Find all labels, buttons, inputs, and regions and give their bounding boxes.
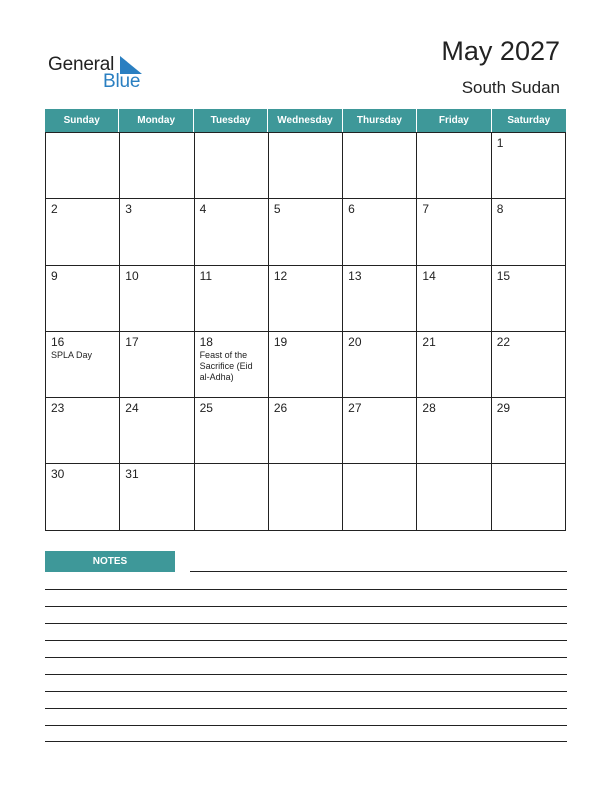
day-cell [195,266,269,332]
day-cell [343,133,417,199]
day-number: 10 [125,268,139,283]
day-cell [492,133,566,199]
day-cell [492,332,566,398]
day-number: 8 [496,202,504,217]
day-cell [195,199,269,265]
day-number: 6 [348,202,355,217]
day-number: 30 [51,467,65,482]
day-cell [343,332,417,398]
day-cell [195,398,269,464]
note-line [45,606,567,607]
day-cell [120,398,194,464]
day-number: 1 [496,136,504,150]
note-line [45,741,567,742]
day-cell [417,133,491,199]
day-number: 12 [273,268,288,283]
note-line [45,708,567,709]
day-cell [343,398,417,464]
day-cell [492,464,566,530]
day-cell [195,464,269,530]
day-number: 11 [199,268,213,283]
day-cell [120,332,194,398]
day-cell [120,133,194,199]
day-number: 28 [422,401,436,416]
day-cell [120,266,194,332]
note-line [45,589,567,590]
day-number: 27 [348,401,362,416]
day-number: 23 [51,401,65,416]
calendar-grid [45,132,566,531]
weekday-sunday: Sunday [45,109,119,132]
day-cell [269,464,343,530]
note-line [45,674,567,675]
day-cell [120,199,194,265]
note-line [45,725,567,726]
day-cell [46,332,120,398]
day-cell [46,266,120,332]
day-cell [417,199,491,265]
day-cell [269,133,343,199]
note-line [45,691,567,692]
day-cell [417,332,491,398]
note-line [45,623,567,624]
day-cell [417,464,491,530]
day-number: 19 [273,334,288,349]
day-cell [46,199,120,265]
note-line [190,571,567,572]
day-cell [46,464,120,530]
day-cell [195,332,269,398]
note-line [45,657,567,658]
day-number: 7 [422,202,430,217]
day-number: 31 [125,467,139,482]
day-number: 16 [51,334,65,349]
day-cell [269,266,343,332]
country-name: South Sudan [461,78,560,97]
day-cell [46,398,120,464]
day-number: 29 [496,401,511,416]
weekday-monday: Monday [119,109,193,132]
day-number: 24 [125,401,139,416]
day-number: 14 [422,268,436,283]
day-number: 2 [51,202,58,217]
day-cell [492,199,566,265]
month-title: May 2027 [441,36,560,66]
weekday-friday: Friday [417,109,491,132]
day-cell [492,266,566,332]
day-cell [269,398,343,464]
day-cell [343,266,417,332]
day-cell [195,133,269,199]
day-number: 3 [125,202,132,217]
day-number: 9 [51,268,58,283]
brand-logo [48,52,158,92]
day-number: 18 [199,334,213,349]
day-cell [492,398,566,464]
day-number: 4 [199,202,207,217]
note-line [45,640,567,641]
day-number: 25 [199,401,213,416]
day-number: 26 [273,401,288,416]
holiday-label: Feast of the Sacrifice (Eid al-Adha) [199,349,253,382]
day-number: 20 [348,334,362,349]
day-cell [417,266,491,332]
brand-word-blue: Blue [103,71,141,92]
weekday-wednesday: Wednesday [268,109,342,132]
weekday-tuesday: Tuesday [194,109,268,132]
day-number: 15 [496,268,511,283]
brand-word-general: General [48,54,115,75]
day-number: 17 [125,334,139,349]
day-number: 22 [496,334,511,349]
holiday-label: SPLA Day [51,349,93,360]
notes-label: NOTES [45,551,175,572]
weekday-thursday: Thursday [343,109,417,132]
day-number: 5 [273,202,281,217]
day-cell [417,398,491,464]
day-number: 21 [422,334,436,349]
day-cell [120,464,194,530]
day-number: 13 [348,268,362,283]
day-cell [343,199,417,265]
calendar [45,109,566,530]
weekday-saturday: Saturday [507,115,551,126]
day-cell [343,464,417,530]
day-cell [269,199,343,265]
weekday-header [45,109,566,132]
day-cell [46,133,120,199]
day-cell [269,332,343,398]
